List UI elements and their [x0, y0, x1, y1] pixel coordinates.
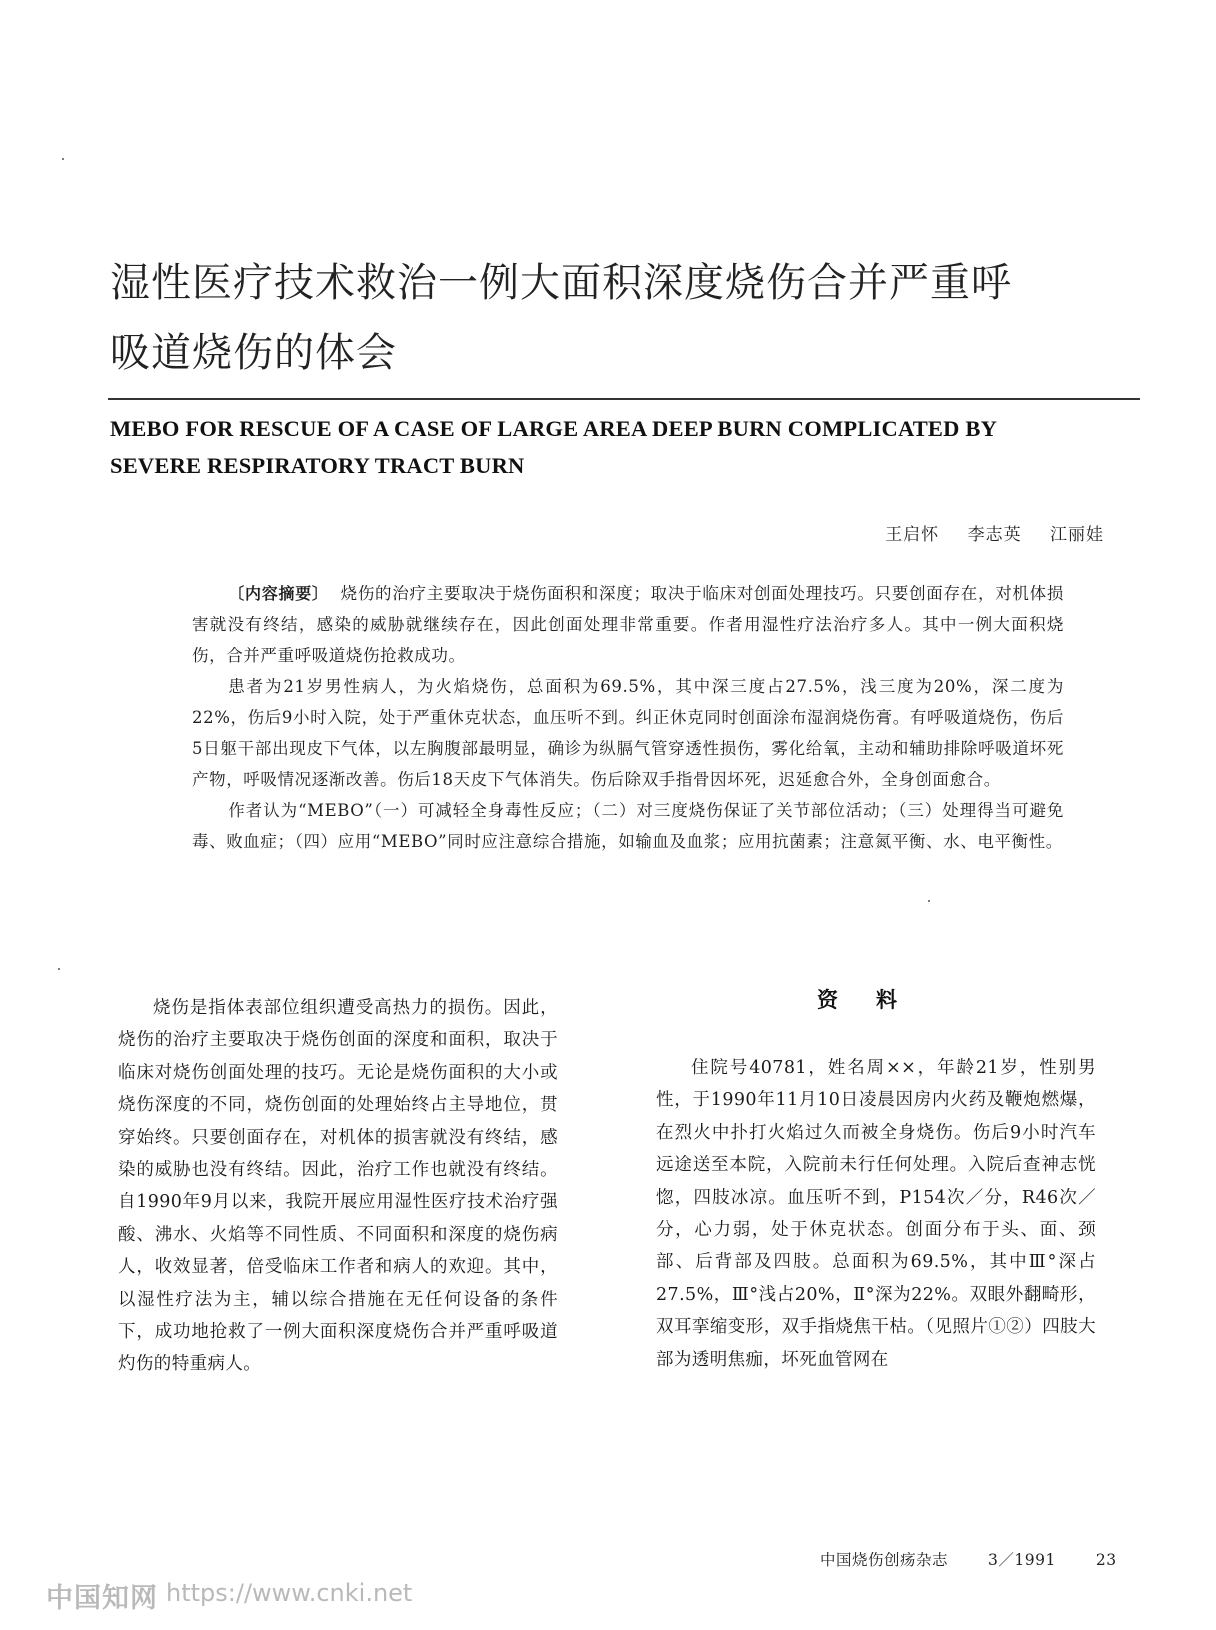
page-number: 23	[1095, 1551, 1117, 1569]
scan-speck	[928, 900, 930, 902]
intro-paragraph: 烧伤是指体表部位组织遭受高热力的损伤。因此，烧伤的治疗主要取决于烧伤创面的深度和面积，取决于临床对烧伤创面处理的技巧。无论是烧伤面积的大小或烧伤深度的不同，烧伤创面的处理始终占主导地位，贯穿始终。只要创面存在，对机体的损害就没有终结，感染的威胁也没有终结。因此，治疗工作也就没有终结。自1990年9月以来，我院开展应用湿性医疗技术治疗强酸、沸水、火焰等不同性质、不同面积和深度的烧伤病人，收效显著，倍受临床工作者和病人的欢迎。其中，以湿性疗法为主，辅以综合措施在无任何设备的条件下，成功地抢救了一例大面积深度烧伤合并严重呼吸道灼伤的特重病人。	[118, 998, 558, 1375]
abstract-paragraph-2: 患者为21岁男性病人，为火焰烧伤，总面积为69.5%，其中深三度占27.5%，浅三度为20%，深二度为22%，伤后9小时入院，处于严重休克状态，血压听不到。纠正休克同时创面涂布湿润烧伤膏。有呼吸道烧伤，伤后5日躯干部出现皮下气体，以左胸腹部最明显，确诊为纵膈气管穿透性损伤，雾化给氧，主动和辅助排除呼吸道坏死产物，呼吸情况逐渐改善。伤后18天皮下气体消失。伤后除双手指骨因坏死，迟延愈合外，全身创面愈合。	[192, 677, 1064, 789]
title-zh-line1: 湿性医疗技术救治一例大面积深度烧伤合并严重呼	[110, 260, 1012, 306]
abstract-label: 〔内容摘要〕	[228, 584, 329, 603]
cnki-watermark-logo: 中国知网	[46, 1583, 158, 1614]
abstract-paragraph-1	[192, 578, 1064, 671]
author-name: 李志英	[967, 525, 1022, 545]
journal-name: 中国烧伤创疡杂志	[820, 1551, 949, 1569]
author-name: 江丽娃	[1050, 525, 1104, 545]
abstract	[192, 578, 1064, 857]
scan-speck	[58, 968, 60, 970]
author-list	[863, 520, 1104, 545]
title-zh	[110, 248, 1140, 388]
title-en	[110, 410, 1150, 484]
issue-number: 3／1991	[988, 1551, 1056, 1569]
body-right-column	[656, 1052, 1096, 1376]
title-en-line2: SEVERE RESPIRATORY TRACT BURN	[110, 453, 525, 478]
body-left-column	[118, 992, 558, 1381]
title-zh-line2: 吸道烧伤的体会	[110, 330, 397, 376]
cnki-watermark-url: https://www.cnki.net	[166, 1579, 413, 1607]
abstract-text-1: 烧伤的治疗主要取决于烧伤面积和深度；取决于临床对创面处理技巧。只要创面存在，对机体损害就没有终结，感染的威胁就继续存在，因此创面处理非常重要。作者用湿性疗法治疗多人。其中一例大面积烧伤，合并严重呼吸道烧伤抢救成功。	[192, 584, 1064, 665]
section-heading: 资料	[817, 988, 935, 1012]
title-divider	[108, 398, 1140, 400]
scan-speck	[62, 158, 64, 160]
author-name: 王启怀	[885, 525, 940, 545]
page-footer	[820, 1548, 1117, 1570]
case-paragraph: 住院号40781，姓名周××，年龄21岁，性别男性，于1990年11月10日凌晨因房内火药及鞭炮燃爆，在烈火中扑打火焰过久而被全身烧伤。伤后9小时汽车远途送至本院，入院前未行任何处理。入院后查神志恍惚，四肢冰凉。血压听不到，P154次／分，R46次／分，心力弱，处于休克状态。创面分布于头、面、颈部、后背部及四肢。总面积为69.5%，其中Ⅲ°深占27.5%，Ⅲ°浅占20%，Ⅱ°深为22%。双眼外翻畸形，双耳挛缩变形，双手指烧焦干枯。（见照片①②）四肢大部为透明焦痂，坏死血管网在	[656, 1058, 1096, 1370]
abstract-paragraph-3: 作者认为“MEBO”（一）可减轻全身毒性反应；（二）对三度烧伤保证了关节部位活动；（三）处理得当可避免毒、败血症；（四）应用“MEBO”同时应注意综合措施，如输血及血浆；应用抗菌素；注意氮平衡、水、电平衡性。	[192, 801, 1064, 851]
title-en-line1: MEBO FOR RESCUE OF A CASE OF LARGE AREA DEEP BURN COMPLICATED BY	[110, 416, 998, 441]
